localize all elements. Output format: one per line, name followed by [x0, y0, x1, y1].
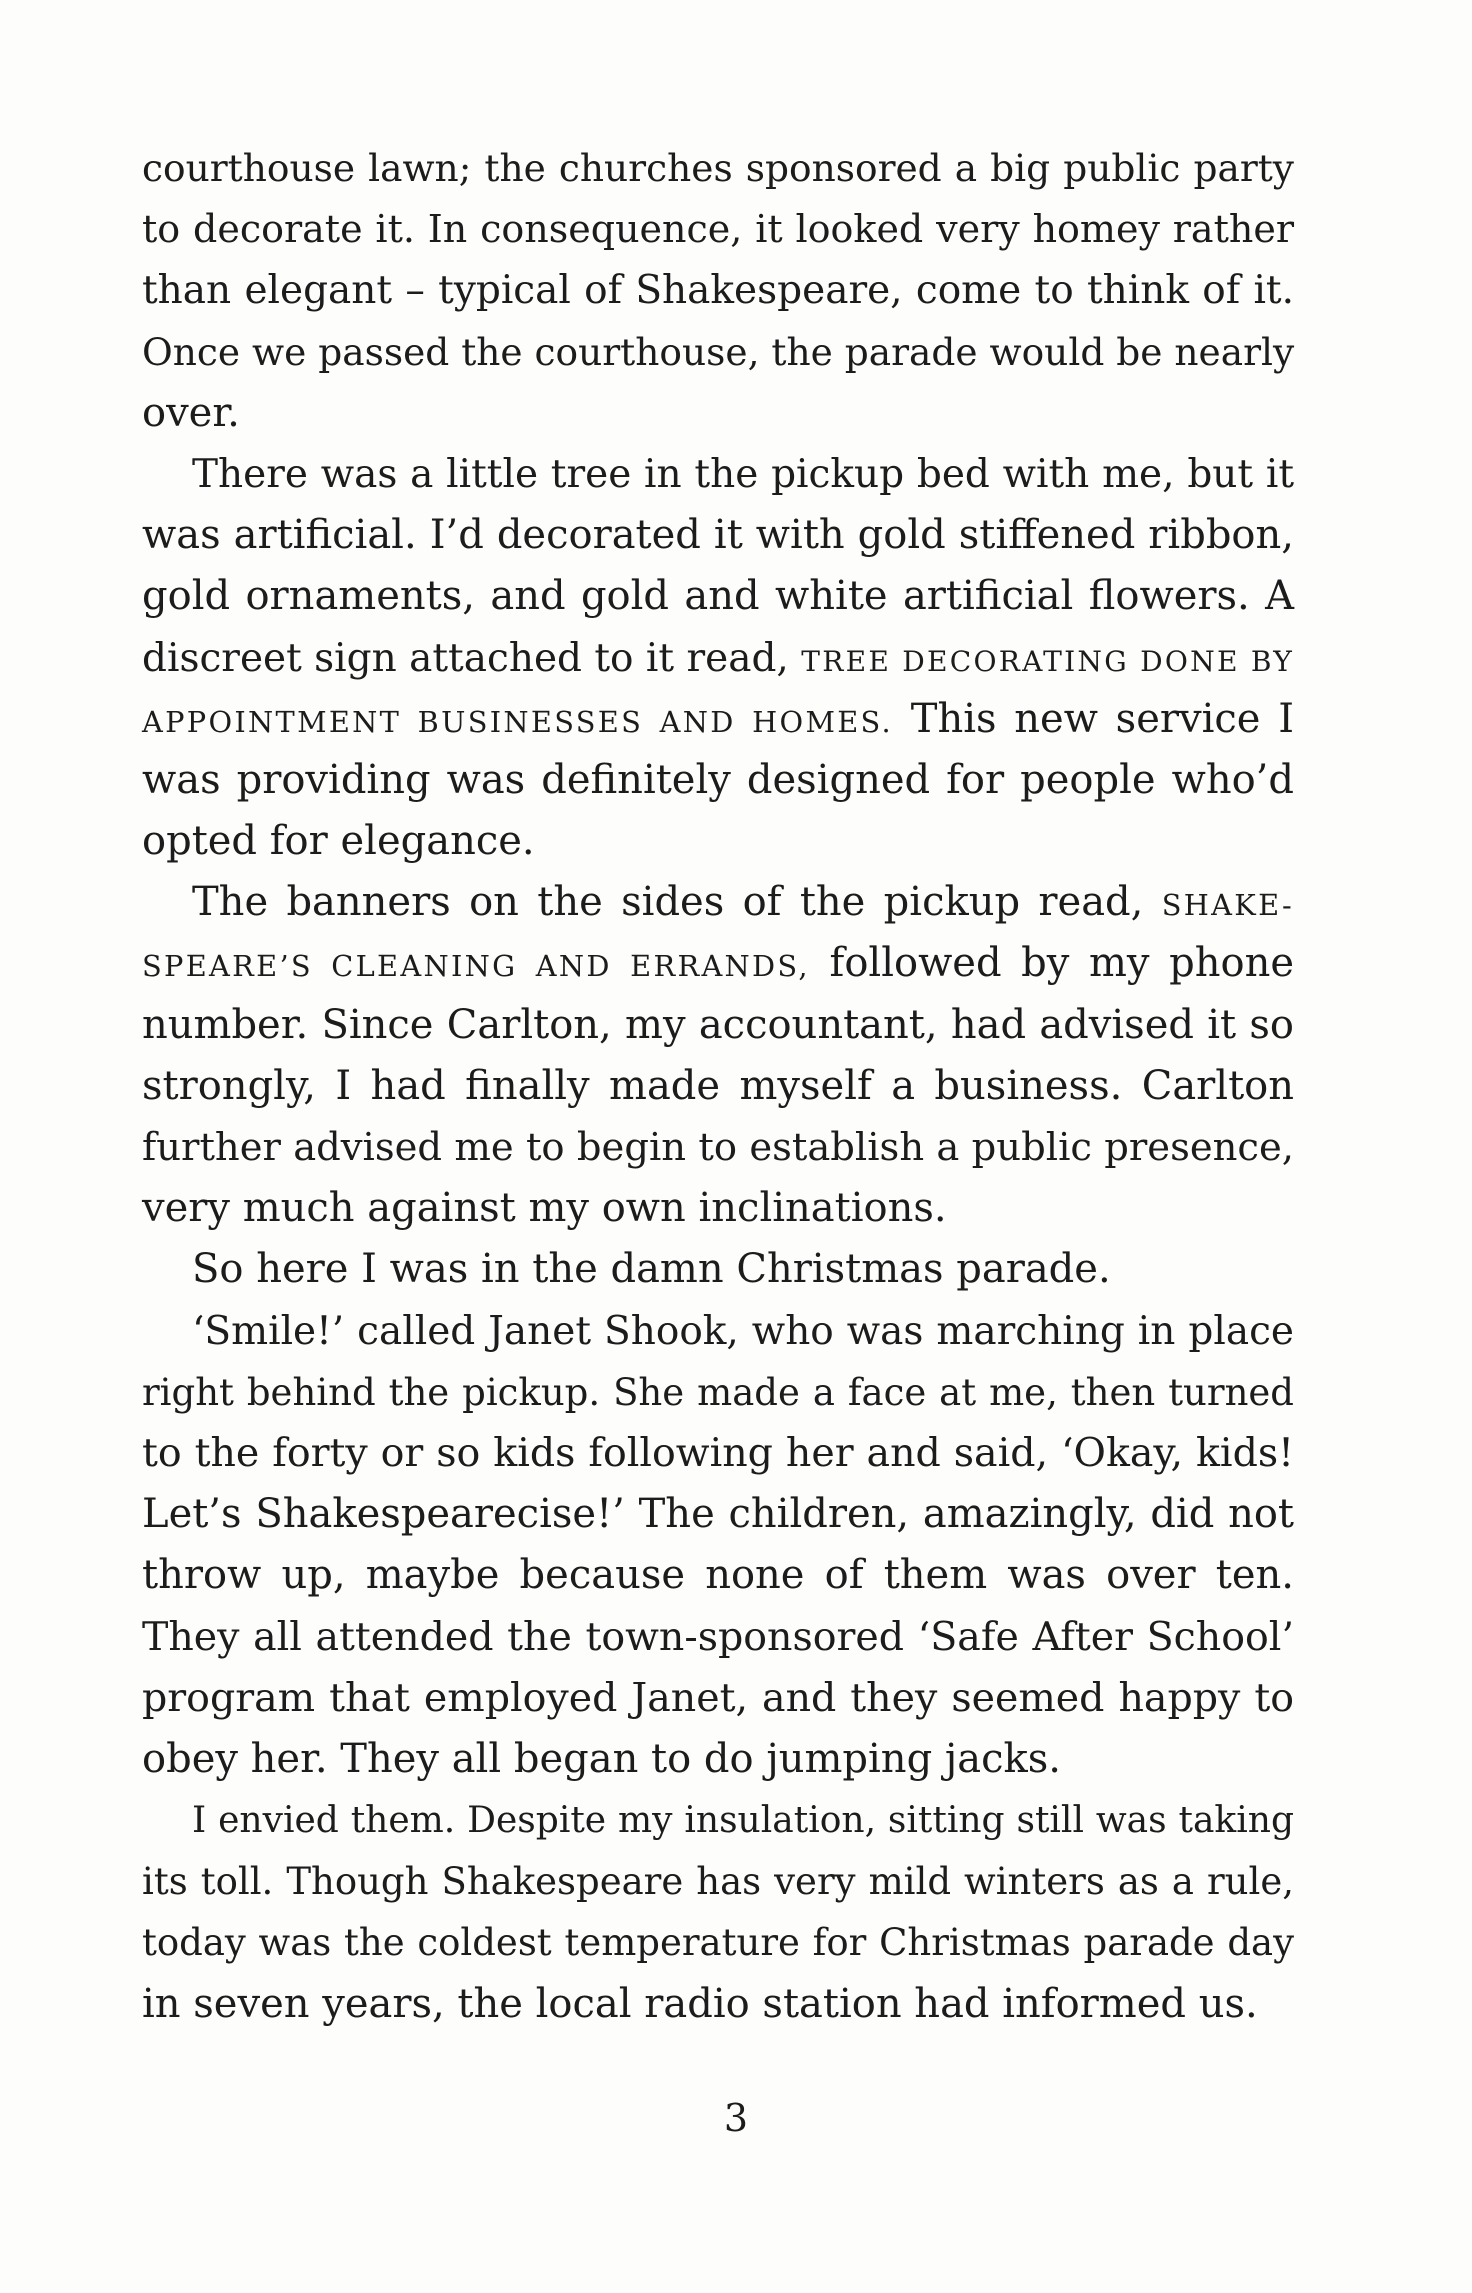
- text-line: courthouse lawn; the churches sponsored a big public party: [142, 146, 1294, 190]
- text-span: discreet sign attached to it read,: [142, 635, 789, 681]
- text-line: today was the coldest temperature for Christmas parade day: [142, 1921, 1294, 1965]
- text-line: Let’s Shakespearecise!’ The children, amazingly, did not: [142, 1491, 1294, 1538]
- text-line: was providing was definitely designed for people who’d: [142, 756, 1294, 803]
- text-line: very much against my own inclinations.: [142, 1185, 947, 1232]
- text-line: Once we passed the courthouse, the parade would be nearly: [142, 329, 1295, 374]
- text-line: over.: [142, 389, 240, 436]
- text-line: There was a little tree in the pickup bed with me, but it: [192, 451, 1294, 497]
- text-line: in seven years, the local radio station had informed us.: [142, 1980, 1258, 2027]
- banner-text: SHAKE-: [1161, 888, 1294, 923]
- text-span: followed by my phone: [829, 940, 1295, 987]
- text-line: opted for elegance.: [142, 818, 535, 865]
- text-line: strongly, I had finally made myself a business. Carlton: [142, 1062, 1294, 1109]
- text-line: to the forty or so kids following her and said, ‘Okay, kids!: [142, 1429, 1294, 1476]
- text-line: They all attended the town-sponsored ‘Safe After School’: [142, 1613, 1294, 1660]
- text-line: than elegant – typical of Shakespeare, come to think of it.: [142, 268, 1294, 314]
- text-line: So here I was in the damn Christmas parade.: [192, 1246, 1111, 1293]
- sign-text: APPOINTMENT BUSINESSES AND HOMES.: [142, 704, 894, 739]
- text-line: [142, 689, 1294, 750]
- text-span: This new service I: [910, 695, 1294, 742]
- text-line: [142, 628, 1294, 689]
- text-line: its toll. Though Shakespeare has very mild winters as a rule,: [142, 1860, 1294, 1904]
- text-line: was artificial. I’d decorated it with gold stiffened ribbon,: [142, 512, 1294, 559]
- text-line: gold ornaments, and gold and white artificial flowers. A: [142, 573, 1294, 620]
- text-span: The banners on the sides of the pickup read,: [192, 879, 1144, 926]
- text-line: right behind the pickup. She made a face at me, then turned: [142, 1370, 1294, 1414]
- text-line: I envied them. Despite my insulation, sitting still was taking: [192, 1800, 1294, 1842]
- sign-text: TREE DECORATING DONE BY: [801, 644, 1295, 678]
- text-line: ‘Smile!’ called Janet Shook, who was marching in place: [192, 1308, 1294, 1354]
- text-line: throw up, maybe because none of them was over ten.: [142, 1552, 1294, 1599]
- text-line: number. Since Carlton, my accountant, had advised it so: [142, 1001, 1294, 1048]
- text-line: [142, 872, 1294, 933]
- text-line: obey her. They all began to do jumping jacks.: [142, 1735, 1062, 1782]
- text-line: to decorate it. In consequence, it looked very homey rather: [142, 207, 1294, 252]
- page-number: 3: [723, 2096, 749, 2140]
- banner-text: SPEARE’S CLEANING AND ERRANDS,: [142, 949, 810, 984]
- text-line: further advised me to begin to establish a public presence,: [142, 1125, 1294, 1170]
- text-line: program that employed Janet, and they seemed happy to: [142, 1674, 1294, 1721]
- body-text: [142, 138, 1294, 2035]
- text-line: [142, 933, 1294, 994]
